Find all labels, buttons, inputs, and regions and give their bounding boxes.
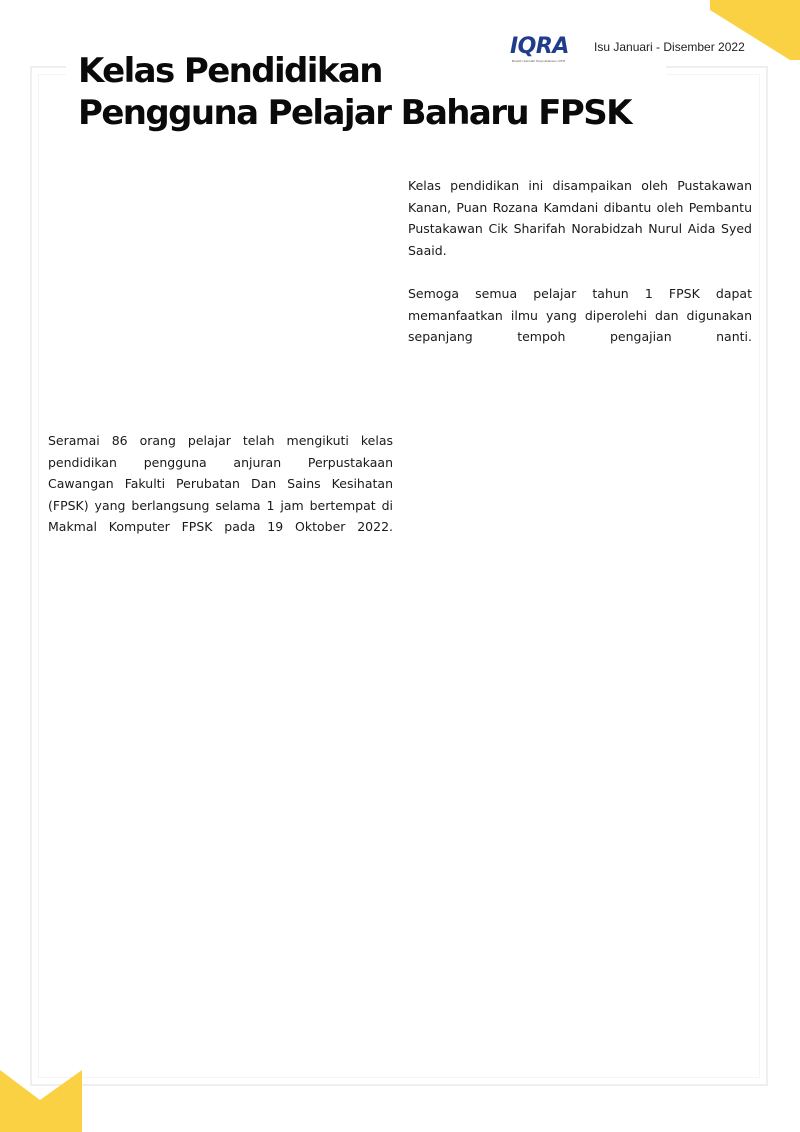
paragraph-attendance: Seramai 86 orang pelajar telah mengikuti kelas pendidikan pengguna anjuran Perpustakaan Cawangan Fakulti Perubatan Dan Sains Kesihatan (FPSK) yang berlangsung selama 1 jam bertempat di Makmal Komputer FPSK pada 19 Oktober 2022. xyxy=(48,433,393,535)
title-line-1: Kelas Pendidikan xyxy=(78,51,382,91)
issue-label: Isu Januari - Disember 2022 xyxy=(594,40,745,54)
paragraph-presenter: Kelas pendidikan ini disampaikan oleh Pustakawan Kanan, Puan Rozana Kamdani dibantu oleh Pembantu Pustakawan Cik Sharifah Norabidzah Nurul Aida Syed Saaid. xyxy=(408,178,752,258)
logo-wordmark: IQRA xyxy=(510,34,569,59)
title-line-2: Pengguna Pelajar Baharu FPSK xyxy=(78,93,631,133)
logo-subtext: Buletin Sekolah Perpustakaan UiTM xyxy=(512,59,566,63)
corner-decoration-bottom-left xyxy=(0,1070,82,1132)
article-title xyxy=(78,50,631,134)
paragraph-closing: Semoga semua pelajar tahun 1 FPSK dapat memanfaatkan ilmu yang diperolehi dan digunakan sepanjang tempoh pengajian nanti. xyxy=(408,286,752,345)
